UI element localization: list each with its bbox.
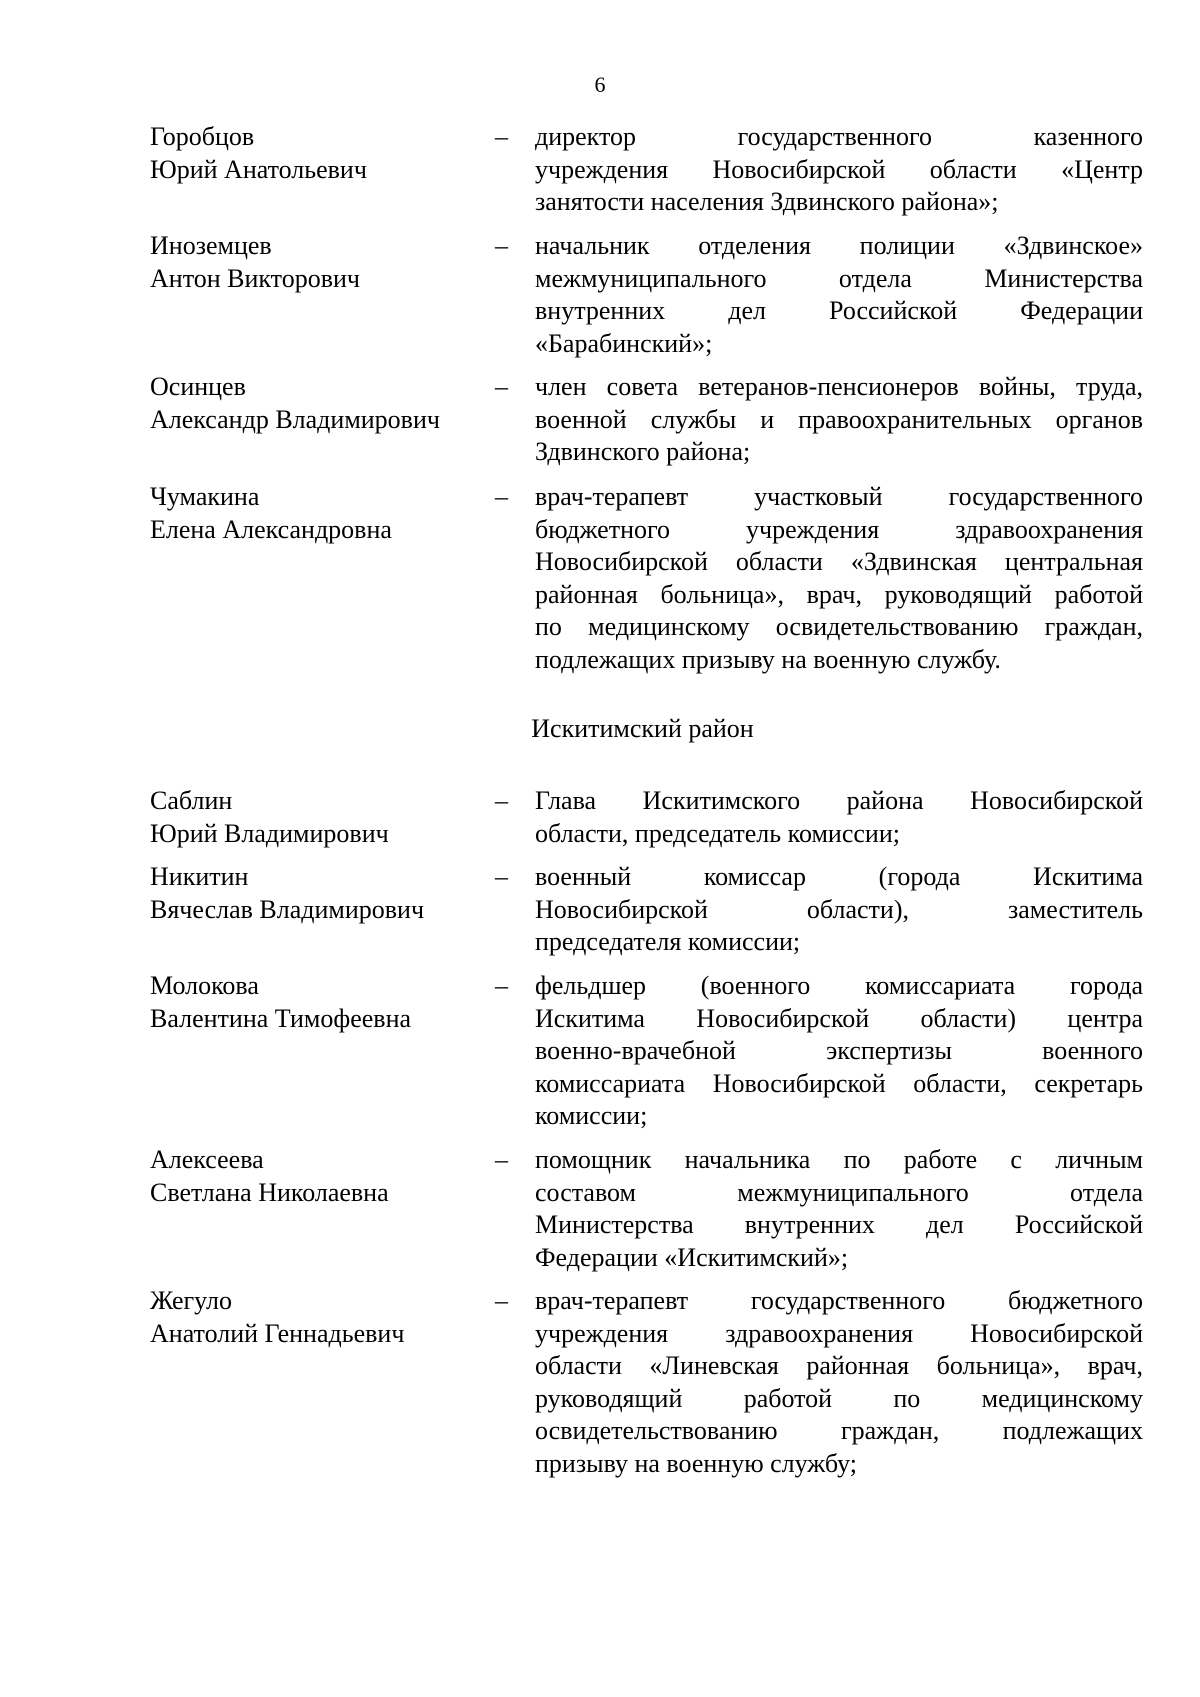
member-given-names: Александр Владимирович [150,404,440,434]
position-line: врач-терапевт государственного бюджетного [535,1286,1143,1315]
position-line: военно-врачебной экспертизы военного [535,1036,1143,1066]
dash-separator: – [495,122,508,151]
position-line: районная больница», врач, руководящий работой [535,579,1143,609]
position-line: Искитима Новосибирской области) центра [535,1003,1143,1033]
position-line: области, председатель комиссии; [535,818,900,848]
member-name [150,121,490,186]
member-position [535,121,1143,219]
member-position [535,230,1143,360]
member-name [150,785,490,850]
member-given-names: Светлана Николаевна [150,1177,389,1207]
member-surname: Алексеева [150,1145,264,1174]
position-line: Новосибирской области), заместитель [535,894,1143,924]
dash-separator: – [495,1286,508,1315]
member-given-names: Антон Викторович [150,263,360,293]
position-line: учреждения Новосибирской области «Центр [535,154,1143,184]
member-name [150,861,490,926]
member-given-names: Юрий Владимирович [150,818,389,848]
member-name [150,970,490,1035]
member-name [150,1285,490,1350]
dash-separator: – [495,482,508,511]
member-surname: Саблин [150,786,233,815]
position-line: бюджетного учреждения здравоохранения [535,514,1143,544]
position-line: освидетельствованию граждан, подлежащих [535,1416,1143,1446]
position-line: руководящий работой по медицинскому [535,1383,1143,1413]
position-line: военной службы и правоохранительных органов [535,404,1143,434]
member-name [150,481,490,546]
member-name [150,1144,490,1209]
position-line: военный комиссар (города Искитима [535,862,1143,891]
member-given-names: Елена Александровна [150,514,392,544]
member-surname: Никитин [150,862,249,891]
member-position [535,481,1143,677]
position-line: учреждения здравоохранения Новосибирской [535,1318,1143,1348]
page-number: 6 [594,72,606,97]
member-given-names: Юрий Анатольевич [150,154,367,184]
dash-separator: – [495,372,508,401]
member-position [535,1285,1143,1481]
member-surname: Горобцов [150,122,255,151]
member-surname: Чумакина [150,482,260,511]
position-line: Новосибирской области «Здвинская центральная [535,547,1143,577]
position-line: «Барабинский»; [535,328,713,358]
dash-separator: – [495,862,508,891]
dash-separator: – [495,1145,508,1174]
position-line: комиссии; [535,1101,648,1131]
position-line: фельдшер (военного комиссариата города [535,971,1143,1000]
position-line: Федерации «Искитимский»; [535,1242,849,1272]
member-name [150,371,490,436]
position-line: Здвинского района; [535,437,751,467]
position-line: межмуниципального отдела Министерства [535,263,1143,293]
position-line: директор государственного казенного [535,122,1143,151]
member-position [535,371,1143,469]
member-surname: Осинцев [150,372,246,401]
member-position [535,970,1143,1133]
position-line: внутренних дел Российской Федерации [535,296,1143,326]
position-line: помощник начальника по работе с личным [535,1145,1143,1174]
member-given-names: Валентина Тимофеевна [150,1003,412,1033]
section-heading: Искитимский район [531,714,754,743]
position-line: по медицинскому освидетельствованию граждан, [535,612,1143,642]
position-line: области «Линевская районная больница», врач, [535,1351,1143,1381]
position-line: призыву на военную службу; [535,1448,858,1478]
dash-separator: – [495,971,508,1000]
position-line: Министерства внутренних дел Российской [535,1210,1143,1240]
position-line: Глава Искитимского района Новосибирской [535,786,1143,815]
member-position [535,861,1143,959]
member-position [535,1144,1143,1274]
position-line: комиссариата Новосибирской области, секретарь [535,1068,1143,1098]
position-line: председателя комиссии; [535,927,801,957]
position-line: занятости населения Здвинского района»; [535,187,999,217]
dash-separator: – [495,786,508,815]
member-surname: Иноземцев [150,231,272,260]
member-given-names: Вячеслав Владимирович [150,894,425,924]
position-line: составом межмуниципального отдела [535,1177,1143,1207]
member-name [150,230,490,295]
dash-separator: – [495,231,508,260]
member-surname: Жегуло [150,1286,233,1315]
member-surname: Молокова [150,971,259,1000]
position-line: врач-терапевт участковый государственного [535,482,1143,511]
position-line: начальник отделения полиции «Здвинское» [535,231,1143,260]
position-line: член совета ветеранов-пенсионеров войны, труда, [535,372,1143,401]
position-line: подлежащих призыву на военную службу. [535,644,1001,674]
member-position [535,785,1143,850]
member-given-names: Анатолий Геннадьевич [150,1318,405,1348]
